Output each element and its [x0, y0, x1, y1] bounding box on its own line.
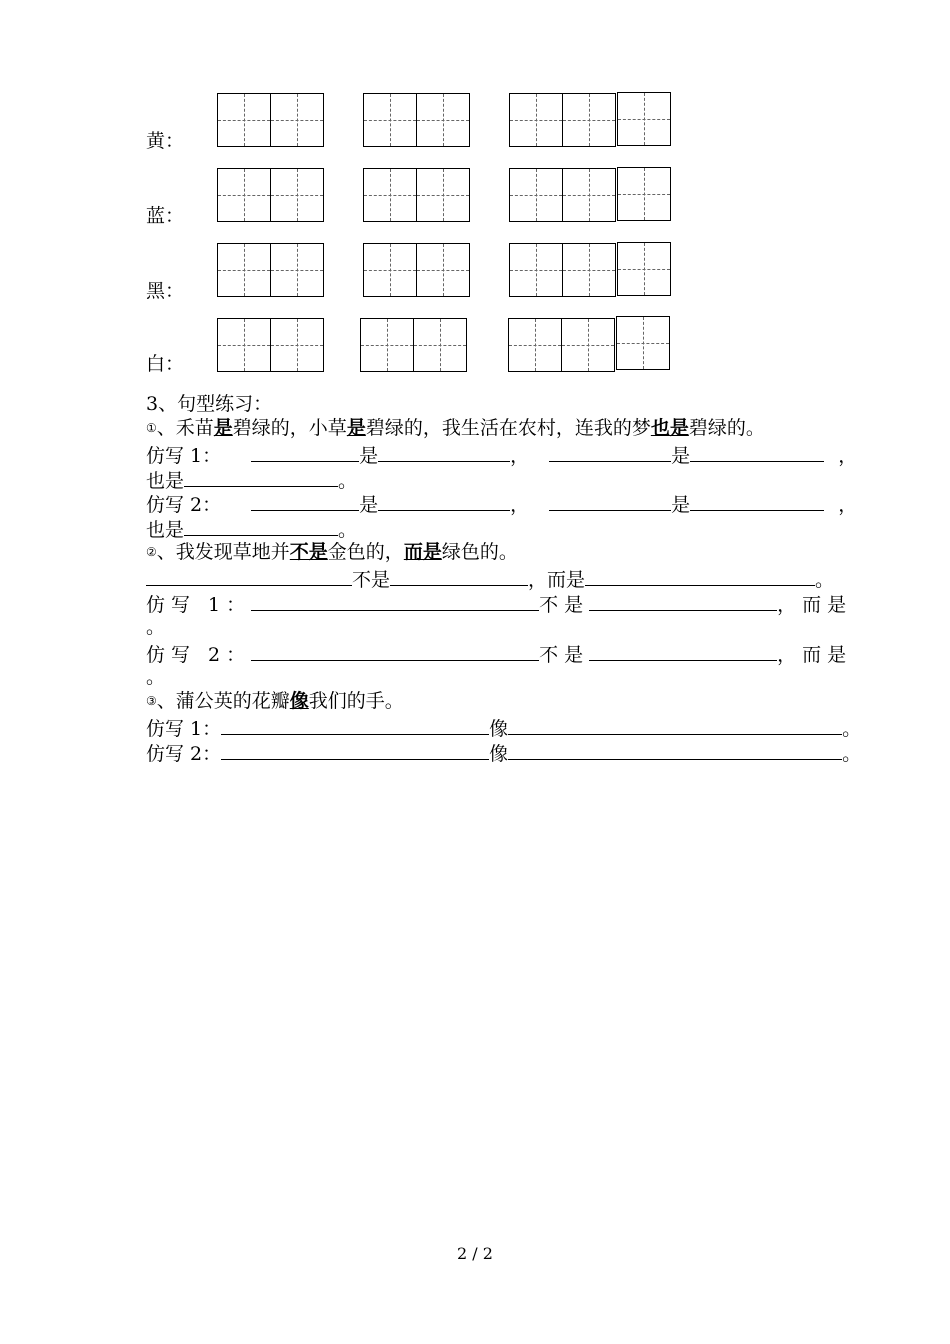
grid-row-lan	[0, 167, 950, 227]
answer-blank[interactable]	[585, 565, 815, 586]
section-title: 3、句型练习：	[146, 393, 273, 415]
answer-blank[interactable]	[390, 565, 528, 586]
tianzige-pair[interactable]	[217, 168, 324, 222]
tianzige-pair[interactable]	[217, 318, 324, 372]
answer-blank[interactable]	[508, 739, 842, 760]
answer-blank[interactable]	[690, 490, 824, 511]
answer-blank[interactable]	[378, 441, 510, 462]
answer-blank[interactable]	[251, 490, 359, 511]
answer-blank[interactable]	[251, 640, 539, 661]
tianzige-pair[interactable]	[363, 243, 470, 297]
answer-blank[interactable]	[690, 441, 824, 462]
answer-blank[interactable]	[508, 714, 842, 735]
tianzige-pair[interactable]	[509, 168, 616, 222]
q2-example: ②、我发现草地并不是金色的，而是绿色的。	[146, 541, 518, 563]
page-number: 2 / 2	[457, 1244, 493, 1263]
tianzige-single[interactable]	[617, 92, 671, 146]
answer-blank[interactable]	[184, 466, 338, 487]
q3-imitation-2: 仿写 2： 像 。	[146, 739, 864, 767]
q1-imitation-1: 仿写 1： 是 ， 是 ，	[146, 441, 864, 469]
q1-imitation-2-cont: 也是 。	[146, 515, 864, 543]
answer-blank[interactable]	[146, 565, 352, 586]
q2-pattern: 不是 ，而是 。	[146, 565, 864, 593]
answer-blank[interactable]	[549, 441, 671, 462]
tianzige-pair[interactable]	[508, 318, 615, 372]
tianzige-pair[interactable]	[363, 168, 470, 222]
q1-example: ①、禾苗是碧绿的，小草是碧绿的，我生活在农村，连我的梦也是碧绿的。	[146, 417, 765, 439]
tianzige-pair[interactable]	[363, 93, 470, 147]
answer-blank[interactable]	[549, 490, 671, 511]
grid-row-bai	[0, 317, 950, 377]
color-label: 蓝：	[146, 205, 185, 227]
answer-blank[interactable]	[378, 490, 510, 511]
tianzige-pair[interactable]	[217, 93, 324, 147]
q2-imitation-2-end: 。	[146, 666, 166, 688]
answer-blank[interactable]	[221, 714, 489, 735]
q1-imitation-2: 仿写 2： 是 ， 是 ，	[146, 490, 864, 518]
grid-row-hei	[0, 242, 950, 302]
q2-imitation-2: 仿写 2： 不是 ，而是	[146, 640, 864, 668]
q3-imitation-1: 仿写 1： 像 。	[146, 714, 864, 742]
tianzige-single[interactable]	[617, 242, 671, 296]
tianzige-pair[interactable]	[217, 243, 324, 297]
color-label: 黄：	[146, 130, 185, 152]
answer-blank[interactable]	[251, 441, 359, 462]
answer-blank[interactable]	[184, 515, 338, 536]
answer-blank[interactable]	[251, 590, 539, 611]
answer-blank[interactable]	[221, 739, 489, 760]
q3-example: ③、蒲公英的花瓣像我们的手。	[146, 690, 404, 712]
q2-imitation-1-end: 。	[146, 616, 166, 638]
grid-row-huang	[0, 92, 950, 152]
q1-imitation-1-cont: 也是 。	[146, 466, 864, 494]
tianzige-pair[interactable]	[509, 243, 616, 297]
q2-imitation-1: 仿写 1： 不是 ，而是	[146, 590, 864, 618]
tianzige-single[interactable]	[616, 316, 670, 370]
tianzige-pair[interactable]	[360, 318, 467, 372]
tianzige-single[interactable]	[617, 167, 671, 221]
answer-blank[interactable]	[589, 590, 777, 611]
answer-blank[interactable]	[589, 640, 777, 661]
color-label: 白：	[146, 353, 185, 375]
tianzige-pair[interactable]	[509, 93, 616, 147]
color-label: 黑：	[146, 280, 185, 302]
